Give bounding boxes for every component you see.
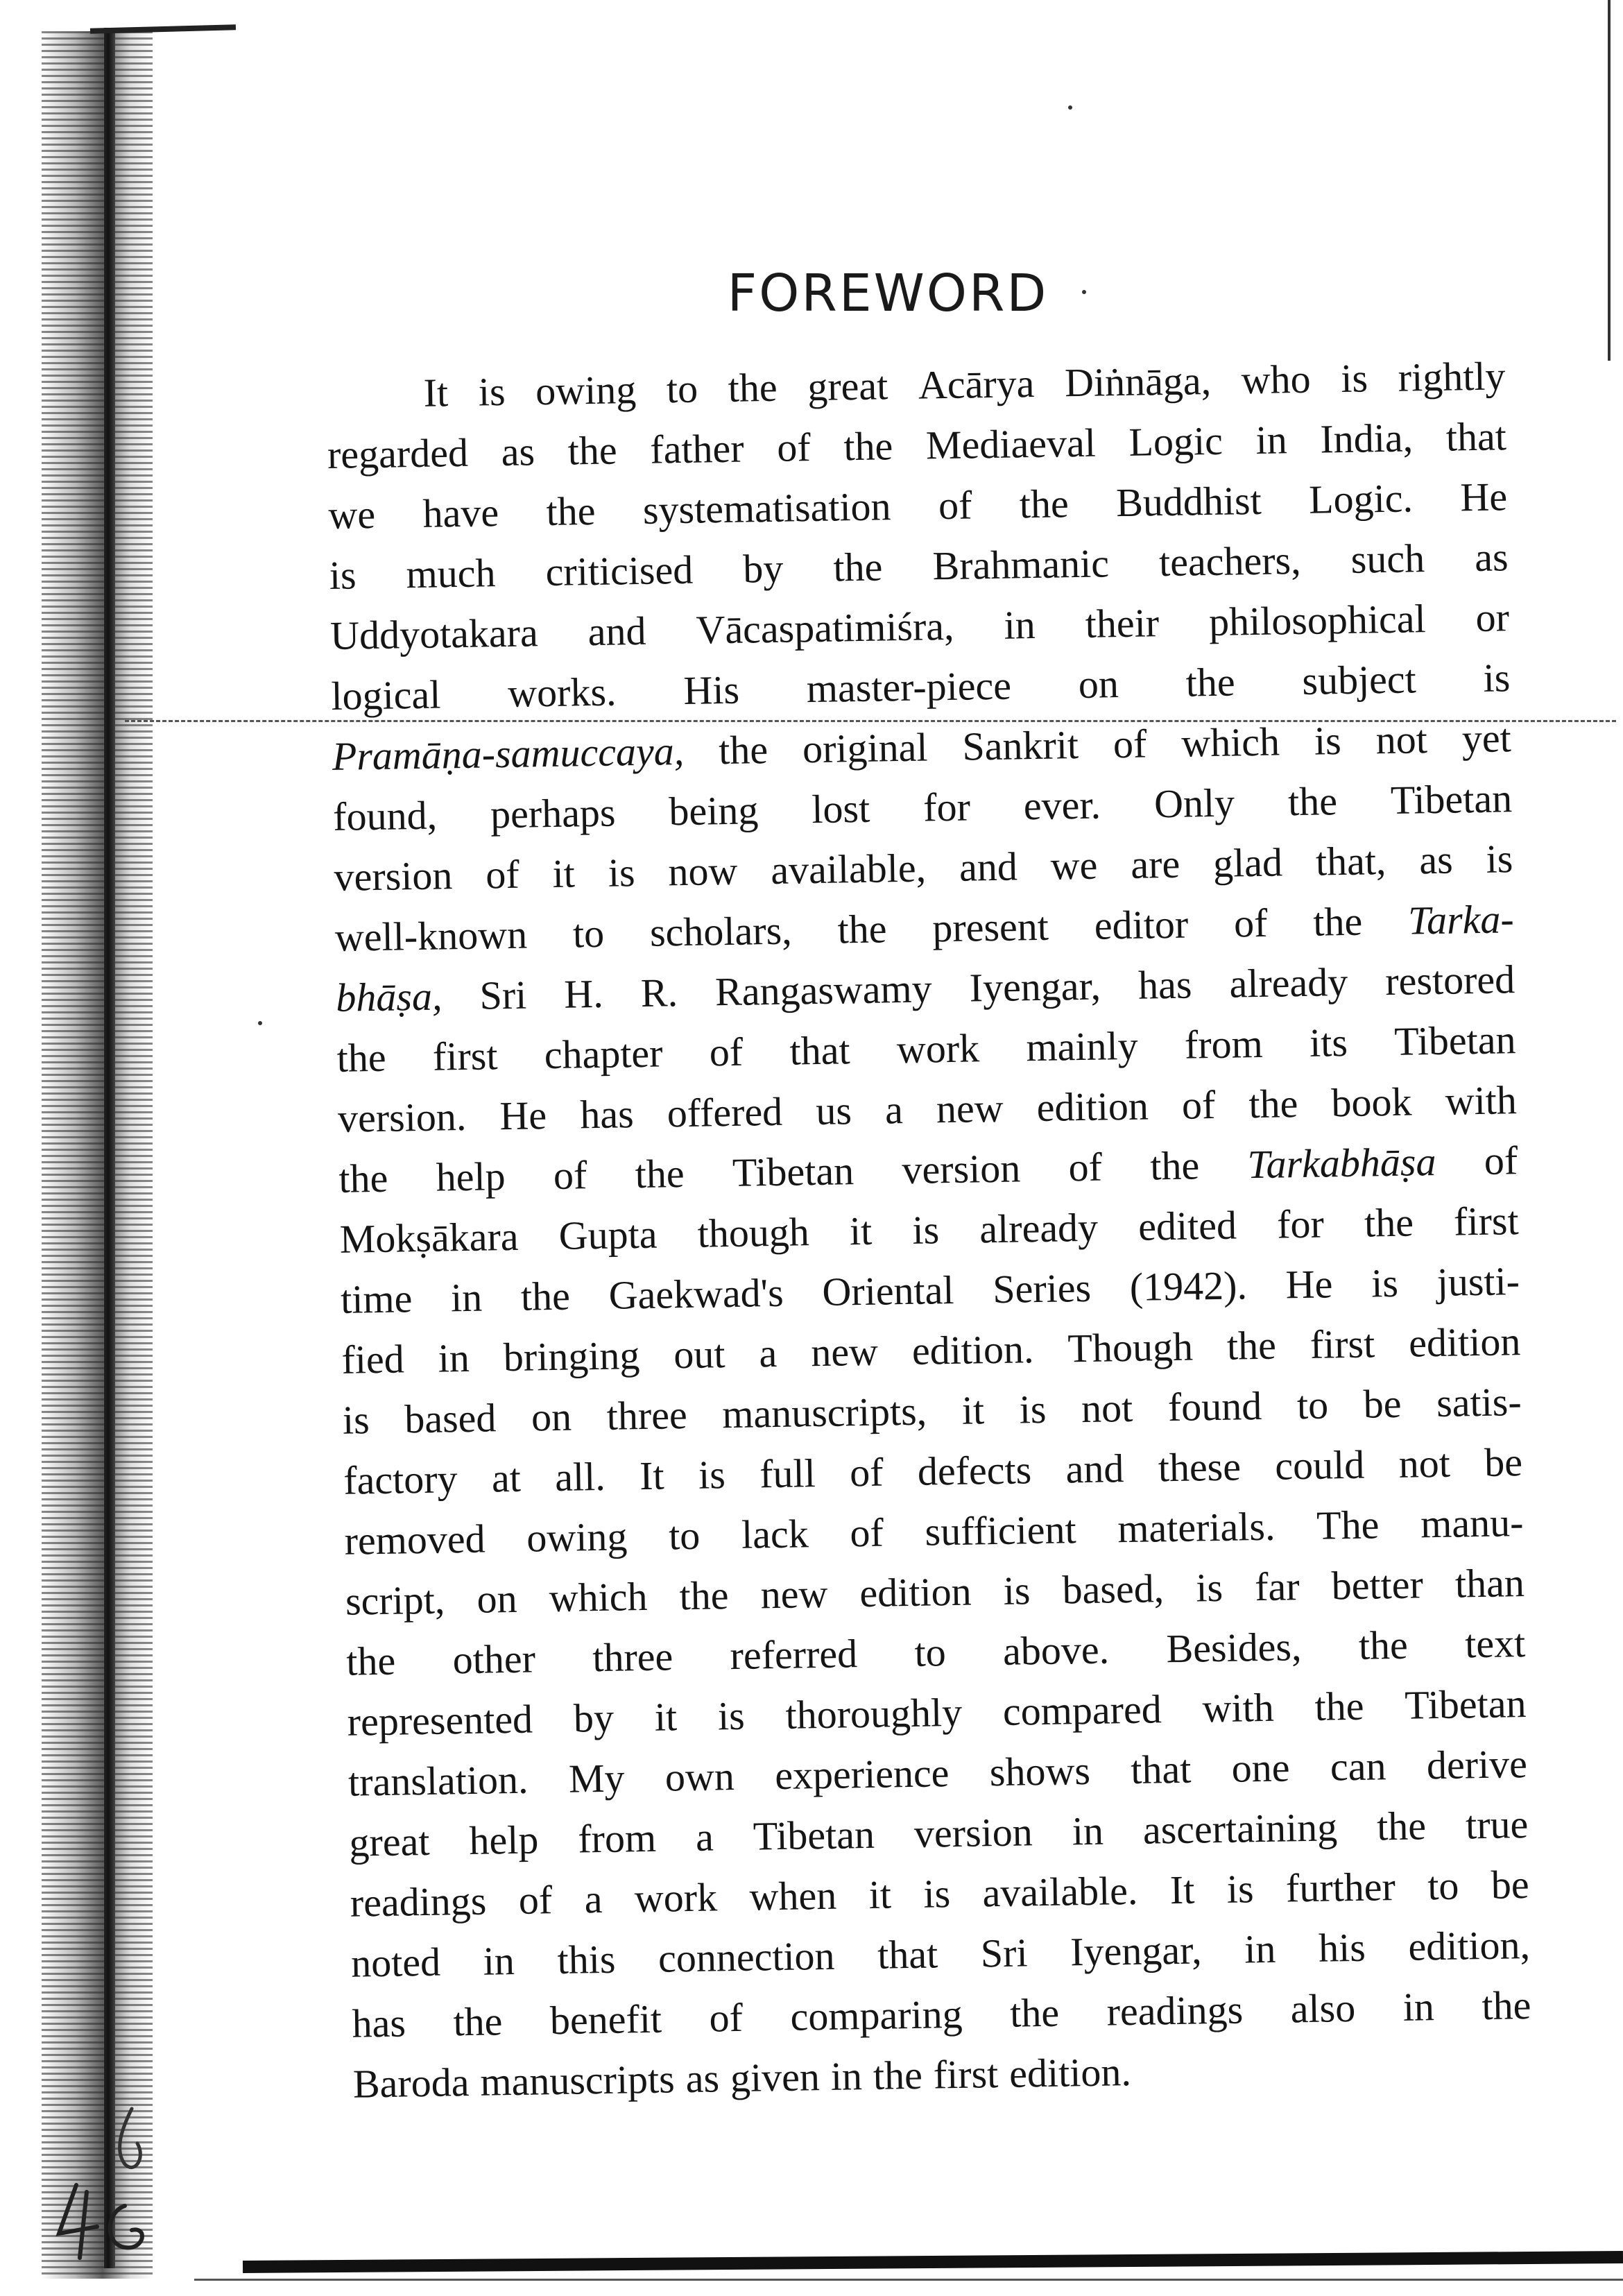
scan-speck: [258, 1021, 262, 1025]
bottom-edge-thin-rule: [194, 2279, 1623, 2281]
text-line: Uddyotakara and Vācaspatimiśra, in their philosophical or: [329, 594, 1510, 658]
text-line: fied in bringing out a new edition. Though the first edition: [341, 1319, 1521, 1382]
text-line: the first chapter of that work mainly from its Tibetan: [336, 1017, 1516, 1081]
text-line: is much criticised by the Brahmanic teachers, such as: [329, 534, 1509, 598]
page-title: FOREWORD: [727, 264, 1049, 323]
text-line: great help from a Tibetan version in ascertaining the true: [348, 1801, 1529, 1865]
text-line: version. He has offered us a new edition of the book with: [337, 1077, 1518, 1141]
handwritten-page-mark: [49, 2102, 187, 2261]
text-line: well-known to scholars, the present editor of the Tarka-: [334, 896, 1515, 960]
text-line: time in the Gaekwad's Oriental Series (1942). He is justi-: [340, 1258, 1520, 1322]
text-line: translation. My own experience shows that one can derive: [347, 1741, 1528, 1805]
text-line: regarded as the father of the Mediaeval Logic in India, that: [327, 413, 1507, 477]
text-line: the other three referred to above. Besides, the text: [345, 1620, 1526, 1684]
text-line: we have the systematisation of the Buddhist Logic. He: [327, 474, 1508, 538]
text-line: found, perhaps being lost for ever. Only the Tibetan: [332, 776, 1513, 839]
text-line: version of it is now available, and we are glad that, as is: [334, 836, 1513, 900]
text-line: bhāṣa, Sri H. R. Rangaswamy Iyengar, has already restored: [335, 957, 1515, 1020]
text-line: Pramāṇa-samuccaya, the original Sankrit of which is not yet: [332, 715, 1512, 779]
text-line: the help of the Tibetan version of the Tarkabhāṣa of: [338, 1138, 1518, 1201]
text-line: logical works. His master-piece on the subject is: [331, 655, 1511, 719]
foreword-paragraph: [326, 345, 1532, 2114]
text-line: noted in this connection that Sri Iyengar, in his edition,: [350, 1922, 1531, 1986]
binding-edge: [104, 28, 115, 2268]
bottom-edge-rule: [243, 2251, 1623, 2273]
text-line: script, on which the new edition is based, is far better than: [345, 1560, 1525, 1624]
text-line: Baroda manuscripts as given in the first edition.: [352, 2049, 1132, 2107]
text-line: is based on three manuscripts, it is not found to be satis-: [342, 1379, 1522, 1443]
text-line: It is owing to the great Acārya Diṅnāga, who is rightly: [423, 353, 1506, 415]
text-line: represented by it is thoroughly compared with the Tibetan: [347, 1681, 1527, 1745]
scan-speck: [1068, 105, 1072, 110]
text-line: removed owing to lack of sufficient materials. The manu-: [344, 1500, 1524, 1563]
text-line: readings of a work when it is available. It is further to be: [350, 1862, 1530, 1926]
text-line: has the benefit of comparing the readings also in the: [352, 1982, 1531, 2046]
binding-shadow: [42, 31, 153, 2279]
text-line: Mokṣākara Gupta though it is already edited for the first: [339, 1198, 1520, 1262]
top-edge-rule: [90, 24, 236, 33]
text-line: factory at all. It is full of defects and these could not be: [343, 1439, 1523, 1503]
